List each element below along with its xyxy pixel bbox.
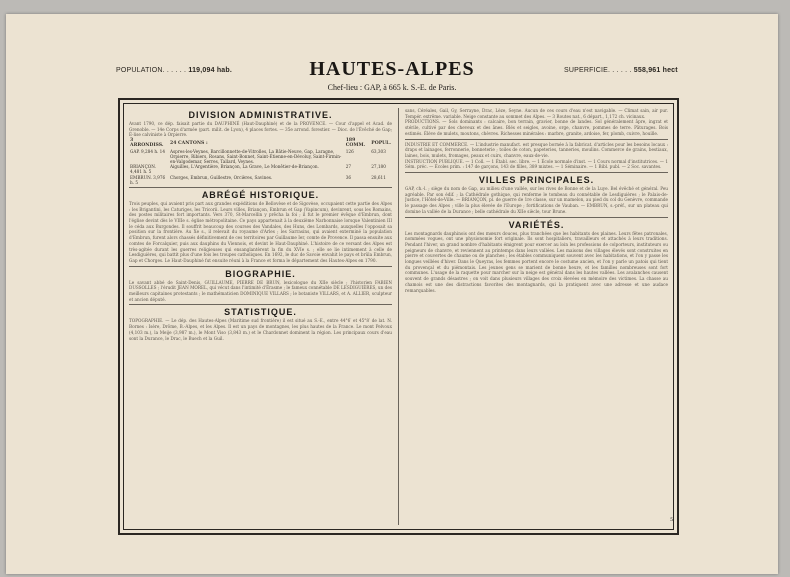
communes-cell: 36	[345, 174, 352, 180]
arrond-cell: GAP. 9,284 h. 14	[130, 148, 166, 154]
divider	[129, 304, 392, 305]
cantons-table	[129, 138, 392, 185]
communes-cell: 27	[345, 164, 352, 170]
varietes-text: Les montagnards dauphinois ont des mœurs douces, plus tranchées que les habitants des plaines. Leurs fêtes patronales, nommées vogues, ont une physionomie fort originale. Ils sont hospitaliers, travailleurs et attachés à leurs traditions. Pendant l'hiver, un grand nombre d'habitants émigrent pour exercer au loin les professions de colporteurs, instituteurs ou peigneurs de chanvre, et reviennent au printemps dans leurs vallées. Les maisons des villages élevés sont construites en pierre et couvertes de chaume ou de planches ; les étables communiquent souvent avec les habitations, et l'on y passe les longues veillées d'hiver. Dans le Queyras, les femmes portent encore le costume ancien, et l'on y parle un patois qui tient du provençal et du piémontais. Les jeunes gens se marient de bonne heure, et les familles nombreuses sont fort communes. L'usage de la raquette pour marcher sur la neige est général dans les hautes vallées. Les avalanches causent souvent de grands désastres ; on voit dans plusieurs villages des croix élevées en mémoire des victimes. La chasse au chamois est une des distractions favorites des montagnards, qui la pratiquent avec une adresse et une audace remarquables.	[405, 230, 668, 293]
popul-cell: 28,611	[371, 174, 386, 180]
abrege-heading: ABRÉGÉ HISTORIQUE.	[201, 189, 320, 200]
popul-cell: 27,180	[371, 164, 386, 170]
table-row	[129, 149, 392, 165]
content-inner-frame	[123, 103, 674, 530]
page-number: 5	[670, 517, 674, 523]
villes-heading: VILLES PRINCIPALES.	[478, 175, 595, 186]
table-row	[129, 164, 392, 174]
superficie	[564, 67, 678, 74]
col-popul: POPUL.	[371, 140, 391, 146]
villes-text: GAP, ch.-l. ; siège du nom de Gap, au milieu d'une vallée, sur les rives de Bonne et de la Luye. Bel évêché et général. Peu agréable. Par son édif. ; la Cathédrale gothique, qui renferme le tombeau du connétable de Lesdiguières ; le Palais-de-Justice, l'Hôtel-de-Ville. — BRIANÇON, pl. de guerre de 1re classe, sur un mamelon, au pied du col du Genèvre, commande le passage des Alpes ; ville la plus élevée de l'Europe ; fortifications de Vauban. — EMBRUN, s.-préf., sur un plateau qui domine la vallée de la Durance ; belle cathédrale du XIIe siècle, tour Brune.	[405, 186, 668, 214]
abrege-text: Trois peuples, qui avaient pris part aux grandes expéditions de Bellovèse et de Sigovèse, occupaient cette partie des Alpes : les Brigantini, les Caturiges, les Tricorii. Leurs villes, Briançon, Embrun et Gap (Vapincum), devinrent, sous les Romains, des postes militaires fort importants. Vers 370, St-Marcellin y prêcha la foi ; il fut le premier évêque d'Embrun, dont l'église devint dès le VIIIe s. église métropolitaine. Ce pays appartenait à la deuxième Narbonnaise lorsque Valentinien III le céda aux Burgondes. Il souffrit beaucoup des courses des Vandales, des Huns, des Lombards, auxquelles l'opposait sa position sur la frontière. Au Xe s., il relevait du royaume d'Arles ; les Sarrasins, qui avaient exterminé la population d'Embrun, furent alors chassés définitivement de ces territoires par Guillaume Ier, comte de Provence. Il passa ensuite aux comtes de Forcalquier, puis aux dauphins du Viennois, et devint le Haut-Dauphiné. L'histoire de ce versant des Alpes est très-agitée durant les guerres religieuses qui ensanglantèrent la fin du XVIe s. ; elle se lie intimement à celle de Lesdiguières, qui battit plus d'une fois les troupes catholiques. En 1692, le duc de Savoie envahit le pays et brûla Embrun, Gap et Chorges. Le Haut-Dauphiné fut ensuite réuni à la France et forma le département des Hautes-Alpes en 1790.	[129, 200, 392, 263]
cantons-header-row	[129, 138, 392, 148]
statistique-heading: STATISTIQUE.	[224, 307, 297, 318]
content-frame	[118, 98, 679, 535]
population-value: 119,094 hab.	[188, 67, 233, 74]
population-label: POPULATION. . . . . .	[116, 67, 187, 74]
statistique-text: TOPOGRAPHIE. — Le dép. des Hautes-Alpes (Maritime sud frontière) il est situé au S.-E., entre 44°6′ et 45°8′ de lat. N. Bornes : Isère, Drôme, B.-Alpes, et les Alpes. Il est un pays de montagnes, les plus hautes de la France. Le mont Pelvoux (4,103 m.), la Meije (3,987 m.), le Mont Viso (3,843 m.) et le Chardonnet dominent la région. Les principaux cours d'eau sont la Durance, le Drac, le Buech et la Guil.	[129, 318, 392, 341]
arrond-cell: BRIANÇON. 4,481 h. 5	[130, 164, 156, 175]
right-column	[405, 108, 668, 525]
page-subtitle: Chef-lieu : GAP, à 665 k. S.-E. de Paris.	[327, 83, 457, 92]
divider	[129, 266, 392, 267]
superficie-value: 558,961 hect	[633, 67, 678, 74]
industrie-text: INDUSTRIE ET COMMERCE. — L'industrie manufact. est presque bornée à la fabricat. d'articles pour les besoins locaux : draps et lainages, ferronnerie, bonneterie ; toiles de coton, papeteries, tanneries, moulins. Commerce de grains, bestiaux, laines, bois, mulets, fromages, peaux et cuirs, chanvre, eaux-de-vie.	[405, 141, 668, 158]
communes-cell: 126	[345, 148, 354, 154]
divider	[405, 217, 668, 218]
arrond-cell: EMBRUN. 3,976 h. 5	[130, 174, 166, 185]
productions-text: PRODUCTIONS. — Sols dominants : calcaire, bon terrain, gravier, bonne de landes. Sol généralement âpre, ingrat et stérile, cultivé par des cheveux et des ânes. Blés et seigles, avoine, orge, chanvre, pommes de terre. Pâturages. Bois estimés. Élève de mulets, moutons, chèvres. Richesses minérales : marbre, granite, ardoise, fer, plomb, cuivre, houille.	[405, 119, 668, 136]
cantons-cell: Aiguilles, L'Argentière, Briançon, La Grave, Le Monêtier-de-Briançon.	[170, 164, 319, 170]
page-title: HAUTES-ALPES	[309, 58, 475, 80]
atlas-page	[6, 14, 778, 574]
division-heading: DIVISION ADMINISTRATIVE.	[188, 110, 333, 120]
superficie-label: SUPERFICIE. . . . . .	[564, 67, 632, 74]
biographie-text: Le savant abbé de Saint-Denis, GUILLAUME, PIERRE DE BRUN, lexicologue du XIIe siècle ; l'historien FABIEN DUSSOLLES ; l'érudit JEAN MOREL, qui vécut dans l'intimité d'Érasme ; le fameux connétable DE LESDIGUIÈRES, un des meilleurs capitaines protestants ; le mathématicien DOMINIQUE VILLARS ; le botaniste VILLARS, et A. ALLIER, sculpteur et ancien député.	[129, 279, 392, 302]
col-communes: 189 COMM.	[345, 138, 366, 149]
cantons-cell: Chorges, Embrun, Guillestre, Orcières, Savines.	[170, 174, 273, 180]
instruction-text: INSTRUCTION PUBLIQUE. — 1 Coll. — 1 Établ. sec. libre. — 1 École normale d'inst. — 1 Cours normal d'institutrices. — 1 Sém. préc. — Écoles prim. : 147 de garçons, 143 de filles, 389 mixtes. — 1 Séminaire. — 1 Bibl. publ. — 2 Soc. savantes.	[405, 158, 668, 170]
hydrography-text: sans, Céréales, Gail, Gy, Serrayne, Drac, Lèze, Seyne. Aucun de ces cours d'eau n'est navigable. — Climat sain, air pur. Tempér. extrême. variable. Neige constante au sommet des Alpes. — 3 Routes nat., 6 départ., 1,172 ch. vicinaux.	[405, 108, 668, 119]
biographie-heading: BIOGRAPHIE.	[225, 268, 296, 279]
divider	[405, 139, 668, 140]
division-intro: Avant 1790, ce dép. faisait partie du DAUPHINÉ (Haut-Dauphiné) et de la PROVENCE. — Cour d'appel et Acad. de Grenoble. — 14e Corps d'armée (part. milit. de Lyon), 4 places fortes. — 35e arrond. forestier. — Dioc. de l'Évêché de Gap; É-lise calviniste à Orpierre.	[129, 121, 392, 138]
cantons-cell: Aspres-les-Veynes, Barcillonnette-de-Vitrolles, La Bâtie-Neuve, Gap, Laragne, Orpierre, Ribiers, Rosans, Saint-Bonnet, Saint-Étienne-en-Dévoluy, Saint-Firmin-en-Valgodemar, Serres, Tallard, Veynes.	[170, 148, 342, 164]
col-cantons: 24 CANTONS :	[170, 140, 208, 146]
table-row	[129, 175, 392, 185]
col-arrond: 3 ARRONDISS.	[130, 138, 164, 149]
varietes-heading: VARIÉTÉS.	[508, 219, 565, 230]
divider	[129, 187, 392, 188]
divider	[405, 172, 668, 173]
left-column	[129, 108, 392, 525]
column-divider	[398, 108, 399, 525]
popul-cell: 63,303	[371, 148, 386, 154]
